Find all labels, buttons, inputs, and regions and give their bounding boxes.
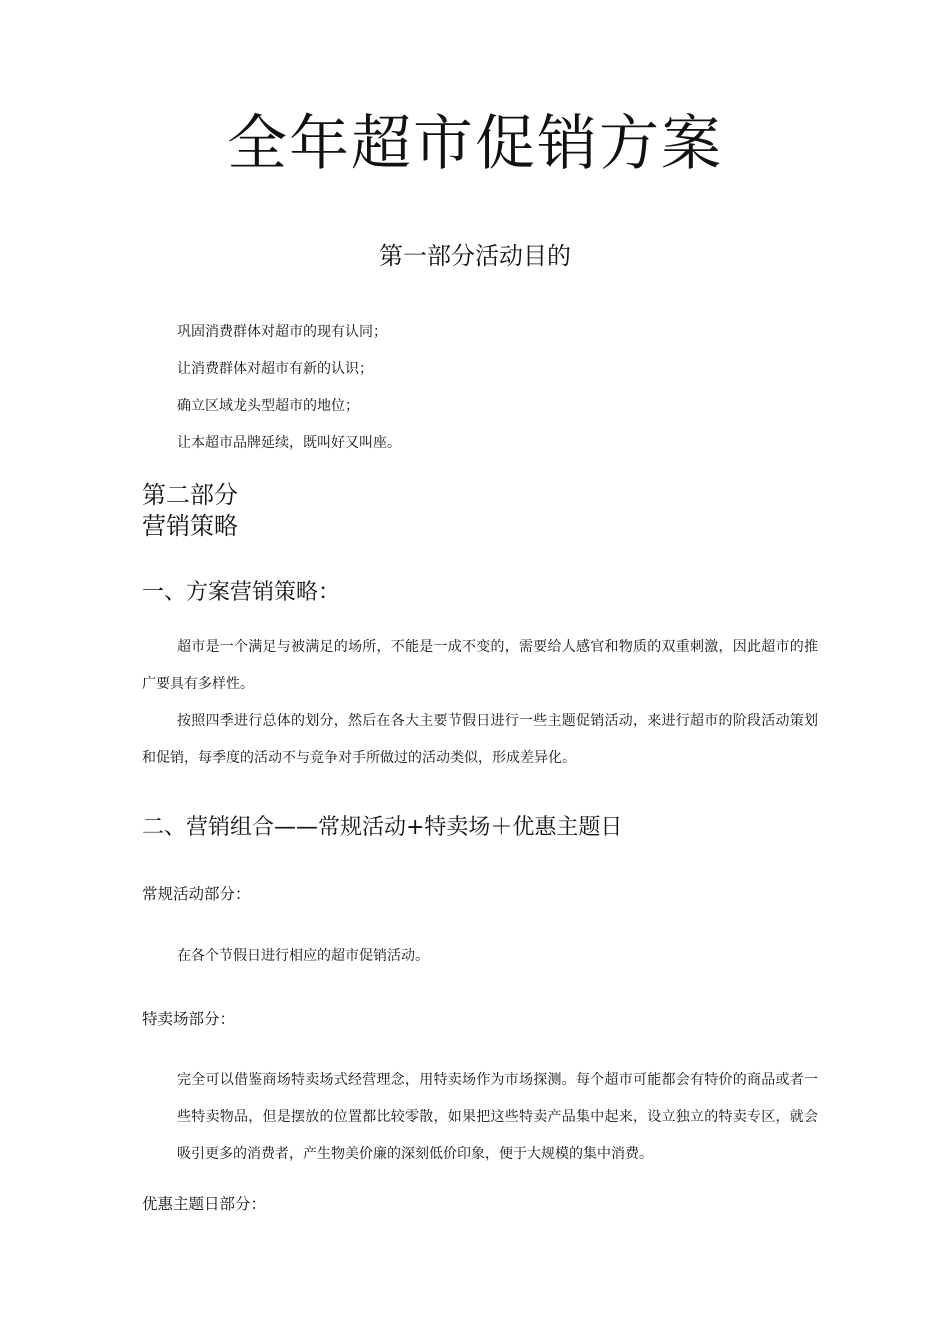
regular-activities-text: 在各个节假日进行相应的超市促销活动。 [177, 948, 429, 964]
regular-activities-label: 常规活动部分： [142, 885, 251, 903]
objective-item: 确立区域龙头型超市的地位； [177, 398, 359, 414]
section1-paragraph: 按照四季进行总体的划分，然后在各大主要节假日进行一些主题促销活动，来进行超市的阶段活动策划和促销，每季度的活动不与竞争对手所做过的活动类似，形成差异化。 [142, 713, 818, 766]
objective-item: 巩固消费群体对超市的现有认同； [177, 324, 387, 340]
special-sale-label: 特卖场部分： [142, 1010, 236, 1028]
section1-heading: 一、方案营销策略： [142, 580, 341, 605]
part1-heading: 第一部分活动目的 [379, 242, 571, 270]
part2-heading-line2: 营销策略 [142, 512, 238, 540]
part2-heading-line1: 第二部分 [142, 481, 238, 509]
part2-heading [142, 480, 238, 542]
document-title: 全年超市促销方案 [227, 109, 723, 179]
objective-item: 让本超市品牌延续，既叫好又叫座。 [177, 435, 401, 451]
section2-heading: 二、营销组合——常规活动+特卖场＋优惠主题日 [142, 815, 623, 840]
objective-item: 让消费群体对超市有新的认识； [177, 361, 373, 377]
special-sale-text: 完全可以借鉴商场特卖场式经营理念，用特卖场作为市场探测。每个超市可能都会有特价的商品或者一些特卖物品，但是摆放的位置都比较零散，如果把这些特卖产品集中起来，设立独立的特卖专区，就会吸引更多的消费者，产生物美价廉的深刻低价印象，便于大规模的集中消费。 [177, 1072, 818, 1162]
section1-paragraph: 超市是一个满足与被满足的场所，不能是一成不变的，需要给人感官和物质的双重刺激，因此超市的推广要具有多样性。 [142, 639, 818, 692]
discount-day-label: 优惠主题日部分： [142, 1195, 267, 1213]
